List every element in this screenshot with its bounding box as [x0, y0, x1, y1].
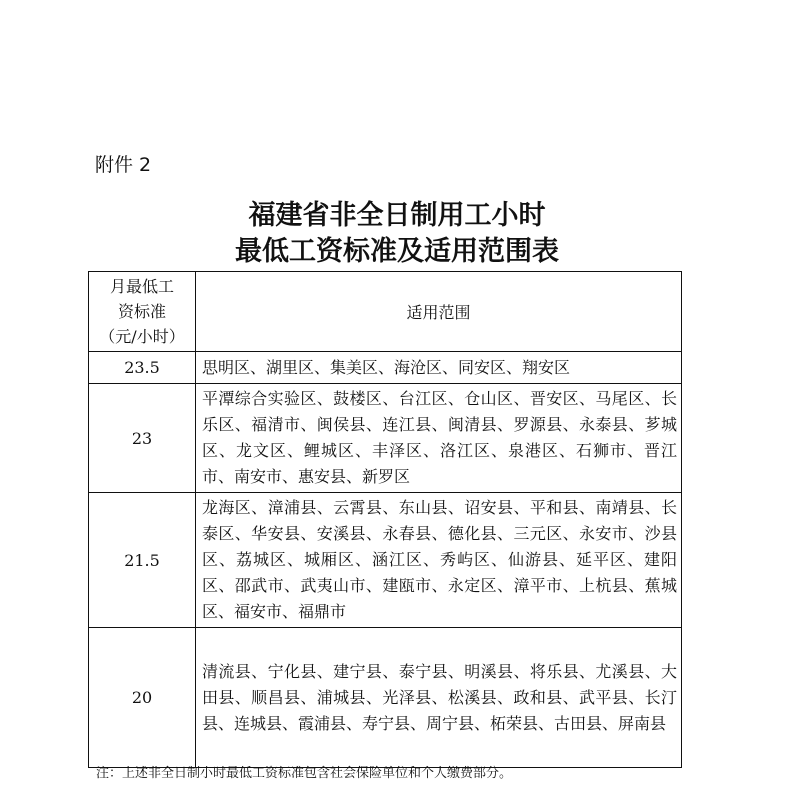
wage-cell: 23 — [89, 384, 196, 493]
table-row — [89, 493, 682, 628]
table-row — [89, 384, 682, 493]
table-row — [89, 352, 682, 384]
attachment-label: 附件 2 — [95, 154, 152, 176]
table-header-row — [89, 272, 682, 352]
table-row — [89, 628, 682, 768]
header-wage-line-1: 月最低工 — [109, 277, 174, 296]
wage-cell: 21.5 — [89, 493, 196, 628]
title-line-2: 最低工资标准及适用范围表 — [235, 236, 559, 267]
range-cell: 清流县、宁化县、建宁县、泰宁县、明溪县、将乐县、尤溪县、大田县、顺昌县、浦城县、光泽县、松溪县、政和县、武平县、长汀县、连城县、霞浦县、寿宁县、周宁县、柘荣县、古田县、屏南县 — [196, 628, 682, 768]
footnote: 注：上述非全日制小时最低工资标准包含社会保险单位和个人缴费部分。 — [96, 766, 513, 781]
header-wage-line-2: 资标准 — [117, 302, 166, 321]
header-wage-cell — [89, 272, 196, 352]
wage-cell: 20 — [89, 628, 196, 768]
range-cell: 思明区、湖里区、集美区、海沧区、同安区、翔安区 — [196, 352, 682, 384]
wage-table — [88, 271, 682, 768]
document-title — [0, 198, 794, 270]
header-range-cell: 适用范围 — [196, 272, 682, 352]
header-wage-line-3: （元/小时） — [99, 327, 185, 346]
range-cell: 龙海区、漳浦县、云霄县、东山县、诏安县、平和县、南靖县、长泰区、华安县、安溪县、永春县、德化县、三元区、永安市、沙县区、荔城区、城厢区、涵江区、秀屿区、仙游县、延平区、建阳区、邵武市、武夷山市、建瓯市、永定区、漳平市、上杭县、蕉城区、福安市、福鼎市 — [196, 493, 682, 628]
title-line-1: 福建省非全日制用工小时 — [248, 200, 546, 231]
wage-cell: 23.5 — [89, 352, 196, 384]
range-cell: 平潭综合实验区、鼓楼区、台江区、仓山区、晋安区、马尾区、长乐区、福清市、闽侯县、连江县、闽清县、罗源县、永泰县、芗城区、龙文区、鲤城区、丰泽区、洛江区、泉港区、石狮市、晋江市、南安市、惠安县、新罗区 — [196, 384, 682, 493]
